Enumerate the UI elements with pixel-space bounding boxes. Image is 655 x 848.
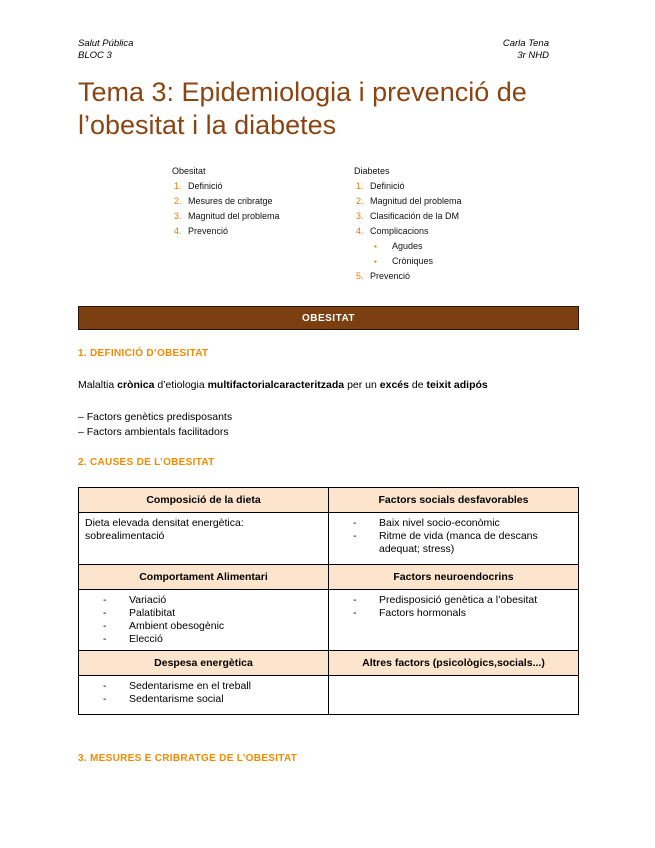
list-item: - Ritme de vida (manca de descans adequat; stress) [353, 530, 572, 556]
table-cell [79, 676, 329, 715]
toc-item: 4. Prevenció [174, 226, 229, 236]
list-item: - Ambient obesogènic [103, 620, 322, 633]
table-cell-empty [329, 676, 579, 715]
table-header-cell: Altres factors (psicològics,socials...) [329, 651, 579, 676]
toc-item: 2. Magnitud del problema [356, 196, 462, 206]
table-row [79, 590, 579, 651]
bullet-icon: ▪ [374, 257, 377, 266]
list-item: - Sedentarisme en el treball [103, 680, 322, 693]
toc-item: 5. Prevenció [356, 271, 411, 281]
header-right [503, 38, 549, 62]
header-block: BLOC 3 [78, 50, 112, 61]
table-row [79, 513, 579, 565]
table-header-cell: Composició de la dieta [79, 488, 329, 513]
list-item: - Sedentarisme social [103, 693, 322, 706]
toc-subitem: ▪ Cròniques [354, 254, 462, 269]
toc-subitem: ▪ Agudes [354, 239, 462, 254]
table-cell [329, 513, 579, 565]
header-course: 3r NHD [517, 50, 549, 61]
table-cell [329, 590, 579, 651]
factors-list [78, 410, 232, 440]
header-subject: Salut Pública [78, 38, 134, 49]
toc-obesitat [172, 164, 280, 239]
table-row [79, 488, 579, 513]
causes-table [78, 487, 579, 715]
table-cell [79, 590, 329, 651]
header-left [78, 38, 133, 62]
toc-item: 3. Magnitud del problema [174, 211, 280, 221]
table-header-cell: Despesa energètica [79, 651, 329, 676]
toc-item: 2. Mesures de cribratge [174, 196, 273, 206]
toc-item: 4. Complicacions [356, 226, 429, 236]
list-item: - Palatibitat [103, 607, 322, 620]
section-heading-screening: 3. MESURES E CRIBRATGE DE L’OBESITAT [78, 753, 298, 764]
toc-obesitat-heading: Obesitat [172, 166, 206, 176]
table-header-cell: Factors socials desfavorables [329, 488, 579, 513]
table-header-cell: Factors neuroendocrins [329, 565, 579, 590]
toc-diabetes [354, 164, 462, 284]
section-heading-causes: 2. CAUSES DE L’OBESITAT [78, 457, 215, 468]
factor-line: – Factors ambientals facilitadors [78, 426, 229, 438]
list-item: - Predisposició genètica a l’obesitat [353, 594, 572, 607]
toc-item: 3. Clasificación de la DM [356, 211, 460, 221]
definition-paragraph: Malaltia crònica d’etiologia multifactorialcaracteritzada per un excés de teixit adipós [78, 379, 488, 391]
table-row [79, 676, 579, 715]
table-header-cell: Comportament Alimentari [79, 565, 329, 590]
list-item: - Elecció [103, 633, 322, 646]
bullet-icon: ▪ [374, 242, 377, 251]
list-item: - Factors hormonals [353, 607, 572, 620]
section-banner: OBESITAT [78, 306, 579, 330]
toc-diabetes-heading: Diabetes [354, 166, 390, 176]
factor-line: – Factors genètics predisposants [78, 411, 233, 423]
list-item: - Baix nivel socio-econòmic [353, 517, 572, 530]
header-author: Carla Tena [502, 38, 549, 49]
table-cell: Dieta elevada densitat energètica: sobrealimentació [79, 513, 329, 565]
toc-item: 1. Definició [174, 181, 223, 191]
toc-item: 1. Definició [356, 181, 405, 191]
table-row [79, 651, 579, 676]
page-title: Tema 3: Epidemiologia i prevenció de l’obesitat i la diabetes [78, 77, 527, 140]
table-row [79, 565, 579, 590]
list-item: - Variació [103, 594, 322, 607]
section-heading-definition: 1. DEFINICIÓ D’OBESITAT [78, 348, 209, 359]
